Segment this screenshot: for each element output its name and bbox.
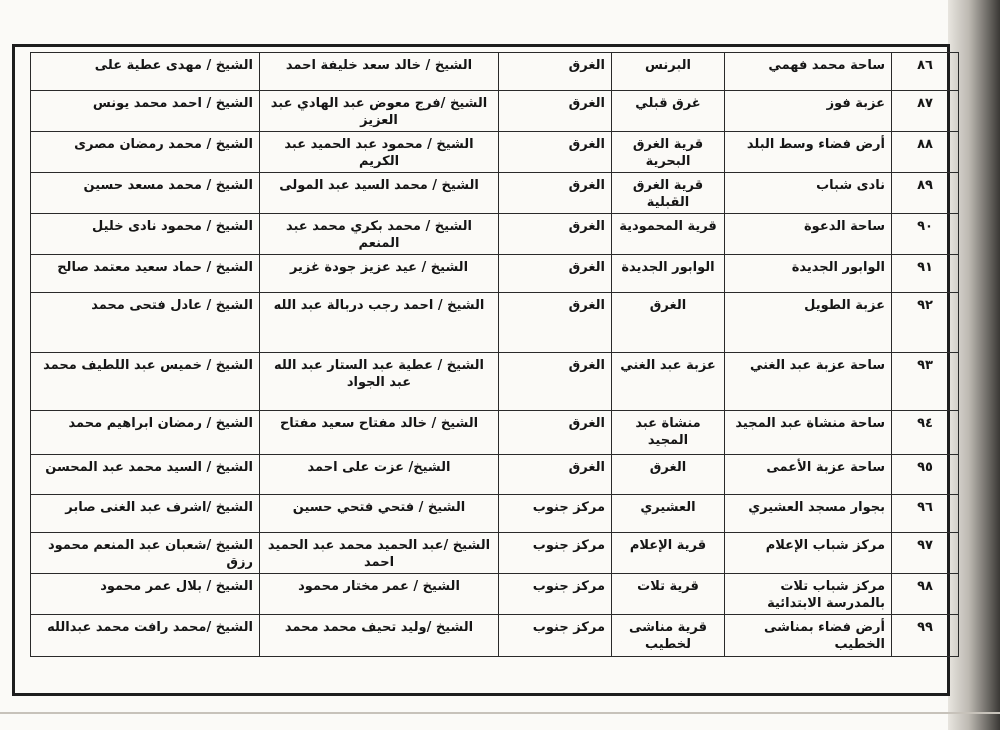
table-row (31, 533, 959, 574)
sheikh-cell: الشيخ / عطية عبد الستار عبد الله عبد الجواد (260, 353, 499, 411)
sheikh-cell: الشيخ / محمد بكري محمد عبد المنعم (260, 214, 499, 255)
place-cell: عزبة الطويل (725, 293, 892, 353)
sheikh-alternate-cell: الشيخ / السيد محمد عبد المحسن (31, 455, 260, 495)
sheikh-alternate-cell: الشيخ / رمضان ابراهيم محمد (31, 411, 260, 455)
sheikh-cell: الشيخ / خالد سعد خليفة احمد (260, 53, 499, 91)
table-row (31, 53, 959, 91)
table-body (31, 53, 959, 657)
sheikh-alternate-cell: الشيخ / احمد محمد يونس (31, 91, 260, 132)
table-row (31, 132, 959, 173)
sheikh-cell: الشيخ / احمد رجب دربالة عبد الله (260, 293, 499, 353)
table-row (31, 353, 959, 411)
center-cell: الغرق (499, 255, 612, 293)
scan-bottom-edge (0, 712, 1000, 714)
center-cell: مركز جنوب (499, 533, 612, 574)
table-row (31, 214, 959, 255)
sheikh-cell: الشيخ / عيد عزيز جودة غزير (260, 255, 499, 293)
place-cell: نادى شباب (725, 173, 892, 214)
place-cell: ساحة منشاة عبد المجيد (725, 411, 892, 455)
table-row (31, 411, 959, 455)
sheikh-alternate-cell: الشيخ / مهدى عطية على (31, 53, 260, 91)
row-number: ٩٢ (892, 293, 959, 353)
table-row (31, 574, 959, 615)
center-cell: الغرق (499, 132, 612, 173)
sheikh-cell: الشيخ / فتحي فتحي حسين (260, 495, 499, 533)
place-cell: مركز شباب الإعلام (725, 533, 892, 574)
row-number: ٩٧ (892, 533, 959, 574)
center-cell: الغرق (499, 53, 612, 91)
row-number: ٩٦ (892, 495, 959, 533)
sheikh-cell: الشيخ / محمود عبد الحميد عبد الكريم (260, 132, 499, 173)
center-cell: الغرق (499, 293, 612, 353)
village-cell: قرية الغرق البحرية (612, 132, 725, 173)
village-cell: الوابور الجديدة (612, 255, 725, 293)
village-cell: الغرق (612, 293, 725, 353)
row-number: ٩٥ (892, 455, 959, 495)
sheikh-alternate-cell: الشيخ / محمد مسعد حسين (31, 173, 260, 214)
village-cell: العشيري (612, 495, 725, 533)
sheikh-cell: الشيخ /عبد الحميد محمد عبد الحميد احمد (260, 533, 499, 574)
sheikh-alternate-cell: الشيخ / عادل فتحى محمد (31, 293, 260, 353)
sheikh-cell: الشيخ / خالد مفتاح سعيد مفتاح (260, 411, 499, 455)
village-cell: قرية تلات (612, 574, 725, 615)
center-cell: الغرق (499, 353, 612, 411)
village-cell: البرنس (612, 53, 725, 91)
sheikh-alternate-cell: الشيخ / خميس عبد اللطيف محمد (31, 353, 260, 411)
place-cell: ساحة عزبة عبد الغني (725, 353, 892, 411)
row-number: ٩٣ (892, 353, 959, 411)
place-cell: ساحة محمد فهمي (725, 53, 892, 91)
sheikh-alternate-cell: الشيخ / بلال عمر محمود (31, 574, 260, 615)
center-cell: مركز جنوب (499, 495, 612, 533)
sheikh-cell: الشيخ/ عزت على احمد (260, 455, 499, 495)
table-row (31, 495, 959, 533)
village-cell: الغرق (612, 455, 725, 495)
row-number: ٩٩ (892, 615, 959, 657)
sheikh-alternate-cell: الشيخ /محمد رافت محمد عبدالله (31, 615, 260, 657)
place-cell: أرض فضاء وسط البلد (725, 132, 892, 173)
schedule-table (30, 52, 959, 657)
sheikh-cell: الشيخ / عمر مختار محمود (260, 574, 499, 615)
sheikh-cell: الشيخ /وليد تحيف محمد محمد (260, 615, 499, 657)
village-cell: قرية مناشى لخطيب (612, 615, 725, 657)
row-number: ٩١ (892, 255, 959, 293)
center-cell: مركز جنوب (499, 615, 612, 657)
center-cell: الغرق (499, 411, 612, 455)
sheikh-alternate-cell: الشيخ / حماد سعيد معتمد صالح (31, 255, 260, 293)
row-number: ٨٦ (892, 53, 959, 91)
center-cell: الغرق (499, 214, 612, 255)
table-row (31, 173, 959, 214)
village-cell: قرية المحمودية (612, 214, 725, 255)
row-number: ٨٨ (892, 132, 959, 173)
table-row (31, 255, 959, 293)
center-cell: مركز جنوب (499, 574, 612, 615)
table-row (31, 615, 959, 657)
center-cell: الغرق (499, 173, 612, 214)
village-cell: عزبة عبد الغني (612, 353, 725, 411)
place-cell: أرض فضاء بمناشى الخطيب (725, 615, 892, 657)
table-row (31, 455, 959, 495)
sheikh-alternate-cell: الشيخ / محمد رمضان مصرى (31, 132, 260, 173)
place-cell: ساحة عزبة الأعمى (725, 455, 892, 495)
row-number: ٩٠ (892, 214, 959, 255)
village-cell: قرية الغرق القبلية (612, 173, 725, 214)
center-cell: الغرق (499, 455, 612, 495)
row-number: ٨٩ (892, 173, 959, 214)
sheikh-alternate-cell: الشيخ / محمود نادى خليل (31, 214, 260, 255)
place-cell: الوابور الجديدة (725, 255, 892, 293)
table-row (31, 293, 959, 353)
village-cell: غرق قبلي (612, 91, 725, 132)
sheikh-cell: الشيخ / محمد السيد عبد المولى (260, 173, 499, 214)
row-number: ٨٧ (892, 91, 959, 132)
place-cell: عزبة فوز (725, 91, 892, 132)
row-number: ٩٨ (892, 574, 959, 615)
place-cell: بجوار مسجد العشيري (725, 495, 892, 533)
place-cell: ساحة الدعوة (725, 214, 892, 255)
sheikh-alternate-cell: الشيخ /شعبان عبد المنعم محمود رزق (31, 533, 260, 574)
village-cell: قرية الإعلام (612, 533, 725, 574)
row-number: ٩٤ (892, 411, 959, 455)
table-row (31, 91, 959, 132)
sheikh-alternate-cell: الشيخ /اشرف عبد الغنى صابر (31, 495, 260, 533)
place-cell: مركز شباب تلات بالمدرسة الابتدائية (725, 574, 892, 615)
sheikh-cell: الشيخ /فرج معوض عبد الهادي عبد العزيز (260, 91, 499, 132)
center-cell: الغرق (499, 91, 612, 132)
village-cell: منشاة عبد المجيد (612, 411, 725, 455)
